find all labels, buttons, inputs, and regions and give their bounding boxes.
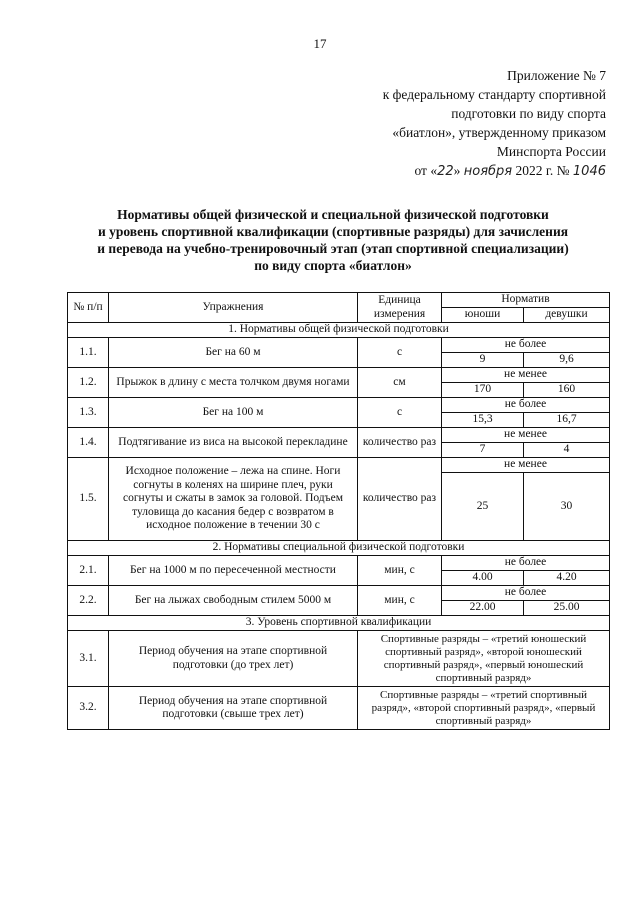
row-num: 3.1. xyxy=(68,631,109,687)
row-unit: количество раз xyxy=(358,458,442,541)
row-ranks: Спортивные разряды – «третий юношеский спортивный разряд», «второй юношеский спортивный разряд», «первый юношеский спортивный разряд» xyxy=(358,631,610,687)
row-unit: количество раз xyxy=(358,428,442,458)
row-name: Период обучения на этапе спортивной подготовки (свыше трех лет) xyxy=(109,687,358,730)
section-heading: 2. Нормативы специальной физической подготовки xyxy=(68,541,610,556)
row-qualifier: не менее xyxy=(442,458,610,473)
appendix-block xyxy=(300,66,606,181)
row-girls: 25.00 xyxy=(524,601,610,616)
row-boys: 22.00 xyxy=(442,601,524,616)
row-num: 3.2. xyxy=(68,687,109,730)
page-number: 17 xyxy=(313,36,327,51)
row-num: 2.2. xyxy=(68,586,109,616)
row-unit: с xyxy=(358,338,442,368)
row-qualifier: не более xyxy=(442,398,610,413)
row-boys: 170 xyxy=(442,383,524,398)
row-boys: 25 xyxy=(442,473,524,541)
row-name: Подтягивание из виса на высокой перекладине xyxy=(109,428,358,458)
row-name: Бег на 1000 м по пересеченной местности xyxy=(109,556,358,586)
document-title xyxy=(60,206,606,274)
row-num: 2.1. xyxy=(68,556,109,586)
appendix-line: Минспорта России xyxy=(496,144,606,159)
title-line: и перевода на учебно-тренировочный этап (этап спортивной специализации) xyxy=(97,241,569,256)
title-line: Нормативы общей физической и специальной физической подготовки xyxy=(117,207,549,222)
order-line xyxy=(300,161,606,181)
row-boys: 15,3 xyxy=(442,413,524,428)
row-name: Прыжок в длину с места толчком двумя ногами xyxy=(109,368,358,398)
order-day: 22 xyxy=(437,164,454,179)
order-number: 1046 xyxy=(572,164,606,179)
row-unit: с xyxy=(358,398,442,428)
row-name: Бег на лыжах свободным стилем 5000 м xyxy=(109,586,358,616)
row-name: Бег на 60 м xyxy=(109,338,358,368)
row-num: 1.2. xyxy=(68,368,109,398)
row-qualifier: не менее xyxy=(442,368,610,383)
appendix-line: подготовки по виду спорта xyxy=(451,106,606,121)
order-mid: » xyxy=(453,163,464,178)
row-num: 1.5. xyxy=(68,458,109,541)
row-boys: 7 xyxy=(442,443,524,458)
row-unit: см xyxy=(358,368,442,398)
appendix-line: к федеральному стандарту спортивной xyxy=(382,87,606,102)
row-girls: 30 xyxy=(524,473,610,541)
row-girls: 4.20 xyxy=(524,571,610,586)
norms-table xyxy=(67,292,610,730)
order-month: ноября xyxy=(463,164,513,179)
row-name: Исходное положение – лежа на спине. Ноги согнуты в коленях на ширине плеч, руки согнуты и сжаты в замок за головой. Подъем туловища до касания бедер с возвратом в исходное положение в течении 30 с xyxy=(109,458,358,541)
row-num: 1.1. xyxy=(68,338,109,368)
header-num: № п/п xyxy=(68,293,109,323)
row-unit: мин, с xyxy=(358,586,442,616)
row-boys: 9 xyxy=(442,353,524,368)
row-name: Период обучения на этапе спортивной подготовки (до трех лет) xyxy=(109,631,358,687)
order-year: 2022 г. № xyxy=(512,163,573,178)
row-girls: 4 xyxy=(524,443,610,458)
header-girls: девушки xyxy=(524,308,610,323)
row-girls: 9,6 xyxy=(524,353,610,368)
section-heading: 3. Уровень спортивной квалификации xyxy=(68,616,610,631)
appendix-line: «биатлон», утвержденному приказом xyxy=(392,125,606,140)
section-heading: 1. Нормативы общей физической подготовки xyxy=(68,323,610,338)
row-unit: мин, с xyxy=(358,556,442,586)
row-qualifier: не более xyxy=(442,556,610,571)
title-line: по виду спорта «биатлон» xyxy=(254,258,412,273)
row-boys: 4.00 xyxy=(442,571,524,586)
row-girls: 160 xyxy=(524,383,610,398)
appendix-line: Приложение № 7 xyxy=(507,68,606,83)
row-name: Бег на 100 м xyxy=(109,398,358,428)
row-num: 1.3. xyxy=(68,398,109,428)
row-qualifier: не более xyxy=(442,338,610,353)
header-unit: Единица измерения xyxy=(358,293,442,323)
order-prefix: от « xyxy=(414,163,438,178)
row-num: 1.4. xyxy=(68,428,109,458)
row-qualifier: не менее xyxy=(442,428,610,443)
header-norm: Норматив xyxy=(442,293,610,308)
header-boys: юноши xyxy=(442,308,524,323)
row-ranks: Спортивные разряды – «третий спортивный разряд», «второй спортивный разряд», «первый спортивный разряд» xyxy=(358,687,610,730)
row-girls: 16,7 xyxy=(524,413,610,428)
header-exercise: Упражнения xyxy=(109,293,358,323)
title-line: и уровень спортивной квалификации (спортивные разряды) для зачисления xyxy=(97,224,569,239)
row-qualifier: не более xyxy=(442,586,610,601)
